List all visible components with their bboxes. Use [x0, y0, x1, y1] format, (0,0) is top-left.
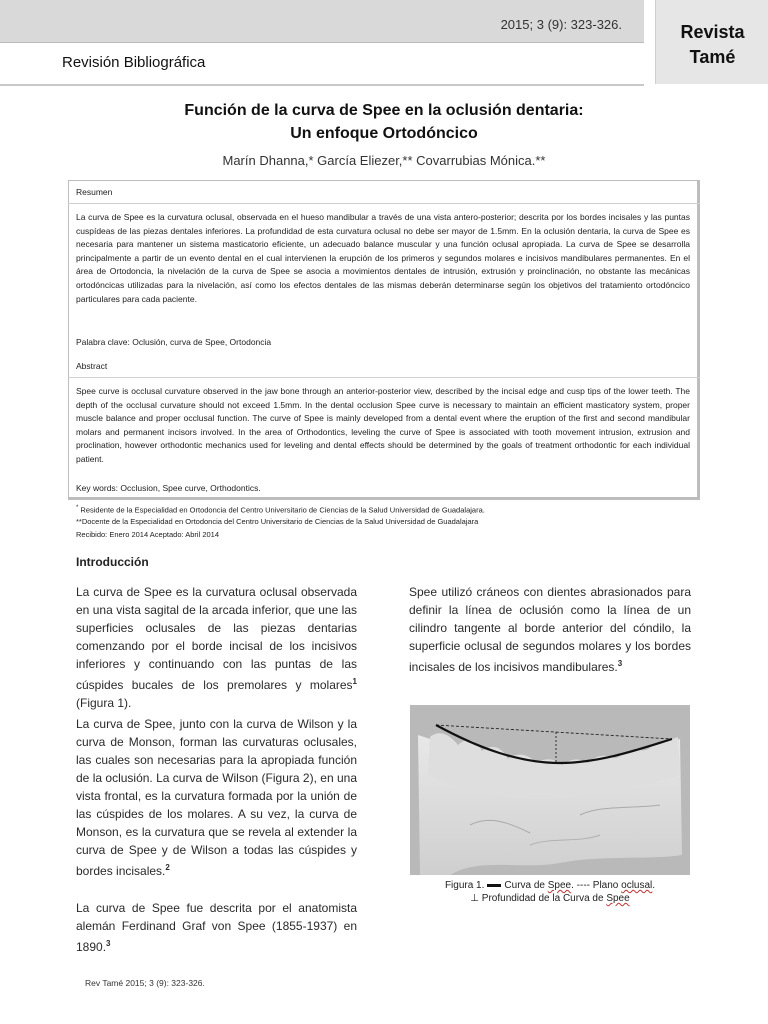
footnote-faculty: **Docente de la Especialidad en Ortodoncia del Centro Universitario de Ciencias de la Salud Universidad de Guadalajara [76, 517, 479, 526]
dental-cast-illustration [410, 705, 690, 875]
citation-ref: 2 [165, 863, 170, 872]
citation-ref: 3 [106, 939, 111, 948]
resumen-keywords: Palabra clave: Oclusión, curva de Spee, Ortodoncia [76, 337, 272, 347]
caption-text: Curva de [504, 880, 545, 891]
caption-spee: Spee [606, 893, 630, 904]
header-divider [0, 42, 644, 43]
citation-ref: 1 [352, 677, 357, 686]
resumen-divider [68, 203, 700, 204]
abstract-keywords: Key words: Occlusion, Spee curve, Orthodontics. [76, 483, 261, 493]
caption-text: . [652, 880, 656, 891]
caption-text: ⊥ Profundidad de la Curva de [470, 893, 604, 904]
caption-oclusal: oclusal [621, 880, 653, 891]
footnote-resident [76, 505, 485, 515]
brand-line-1: Revista [680, 22, 745, 42]
intro-right-paragraph-text: Spee utilizó cráneos con dientes abrasionados para definir la línea de oclusión como la línea de un cilindro tangente al borde anterior del cóndilo, la superficie oclusal de segundos molares y los bordes incisales de los incisivos mandibulares. [409, 585, 691, 674]
section-label: Revisión Bibliográfica [62, 54, 206, 71]
solid-line-legend-symbol [487, 884, 501, 887]
figure-label: Figura 1. [444, 880, 485, 891]
intro-paragraph-1 [76, 583, 357, 712]
article-title-line-1: Función de la curva de Spee en la oclusión dentaria: [184, 102, 584, 119]
figure-1-caption-line-1 [400, 880, 700, 891]
article-title-line-2: Un enfoque Ortodóncico [290, 125, 478, 142]
intro-paragraph-3 [76, 899, 357, 956]
section-heading-introduccion: Introducción [76, 555, 149, 569]
intro-paragraph-2-text: La curva de Spee, junto con la curva de Wilson y la curva de Monson, forman las curvaturas oclusales, las cuales son necesarias para la apropiada función de la oclusión. La curva de Wilson (Figura 2), en una vista frontal, es la curvatura formada por la unión de las cúspides de los molares. A su vez, la curva de Monson, es la curvatura que se revela al extender la curva de Spee y de Wilson a todas las cúspides y bordes incisales. [76, 717, 357, 878]
page-footer: Rev Tamé 2015; 3 (9): 323-326. [85, 978, 205, 988]
footnote-dates: Recibido: Enero 2014 Aceptado: Abril 2014 [76, 530, 220, 539]
footnote-resident-text: Residente de la Especialidad en Ortodoncia del Centro Universitario de Ciencias de la Salud Universidad de Guadalajara. [78, 505, 485, 515]
intro-right-paragraph [409, 583, 691, 676]
intro-paragraph-1-text: La curva de Spee es la curvatura oclusal observada en una vista sagital de la arcada inferior, que une las superficies oclusales de las piezas dentarias comenzando por el borde incisal de los incisivos inferiores y continuando con las puntas de las cúspides bucales de los premolares y molares [76, 585, 357, 692]
footnote-mark: * [76, 505, 79, 511]
journal-citation: 2015; 3 (9): 323-326. [500, 17, 622, 32]
brand-line-2: Tamé [689, 47, 736, 67]
resumen-text: La curva de Spee es la curvatura oclusal, observada en el hueso mandibular a través de una vista antero-posterior; descrita por los bordes incisales y las puntas cuspídeas de las piezas dentales inferiores. La profundidad de esta curvatura oclusal no debe ser mayor de 1.5mm. En la oclusión dentaria, la curva de Spee es necesaria para mantener un sistema masticatorio eficiente, un adecuado balance muscular y una función oclusal apropiada. La curva de Spee se desarrolla principalmente a partir de un evento dental en el cual intervienen la erupción de los primeros y segundos molares e incisivos mandibulares permanentes. En el área de Ortodoncia, la nivelación de la curva de Spee se asocia a movimientos dentales de intrusión, extrusión y proinclinación, no obstante las mecánicas ortodóncicas utilizadas para la nivelación, así como los efectos dentales de las mismas deberán determinarse según los objetivos del tratamiento ortodóncico particulares para cada paciente. [76, 212, 690, 304]
caption-spee: Spee [547, 880, 572, 891]
resumen-heading: Resumen [76, 187, 113, 197]
intro-paragraph-3-text: La curva de Spee fue descrita por el anatomista alemán Ferdinand Graf von Spee (1855-1937) en 1890. [76, 901, 357, 954]
intro-paragraph-2 [76, 715, 357, 880]
citation-ref: 3 [617, 659, 623, 668]
abstract-text: Spee curve is occlusal curvature observed in the jaw bone through an anterior-posterior view, described by the incisal edge and cusp tips of the lower teeth. The depth of the occlusal curvature should not exceed 1.5mm. In the dental occlusion Spee curve is necessary to maintain an efficient masticatory system, proper muscle balance and proper occlusal function. The curve of Spee is mainly developed from a dental event where the eruption of the first and second mandibular molars and permanent incisors involved. In the area of Orthodontics, leveling the curve of Spee is associated with tooth movement intrusion, extrusion and proclination, however orthodontic mechanics used for leveling and dental effects should be determined by the goals of treatment orthodontic for each individual patient. [76, 386, 690, 464]
abstract-heading: Abstract [76, 361, 108, 371]
journal-brand [655, 0, 768, 84]
header-bottom-divider [0, 84, 644, 86]
abstract-divider [68, 377, 700, 378]
intro-paragraph-1-tail: (Figura 1). [76, 696, 132, 710]
caption-text: . ---- Plano [571, 880, 619, 891]
figure-1-dental-cast-image [410, 705, 690, 875]
figure-1-caption-line-2 [400, 893, 700, 904]
article-authors: Marín Dhanna,* García Eliezer,** Covarrubias Mónica.** [222, 153, 546, 168]
